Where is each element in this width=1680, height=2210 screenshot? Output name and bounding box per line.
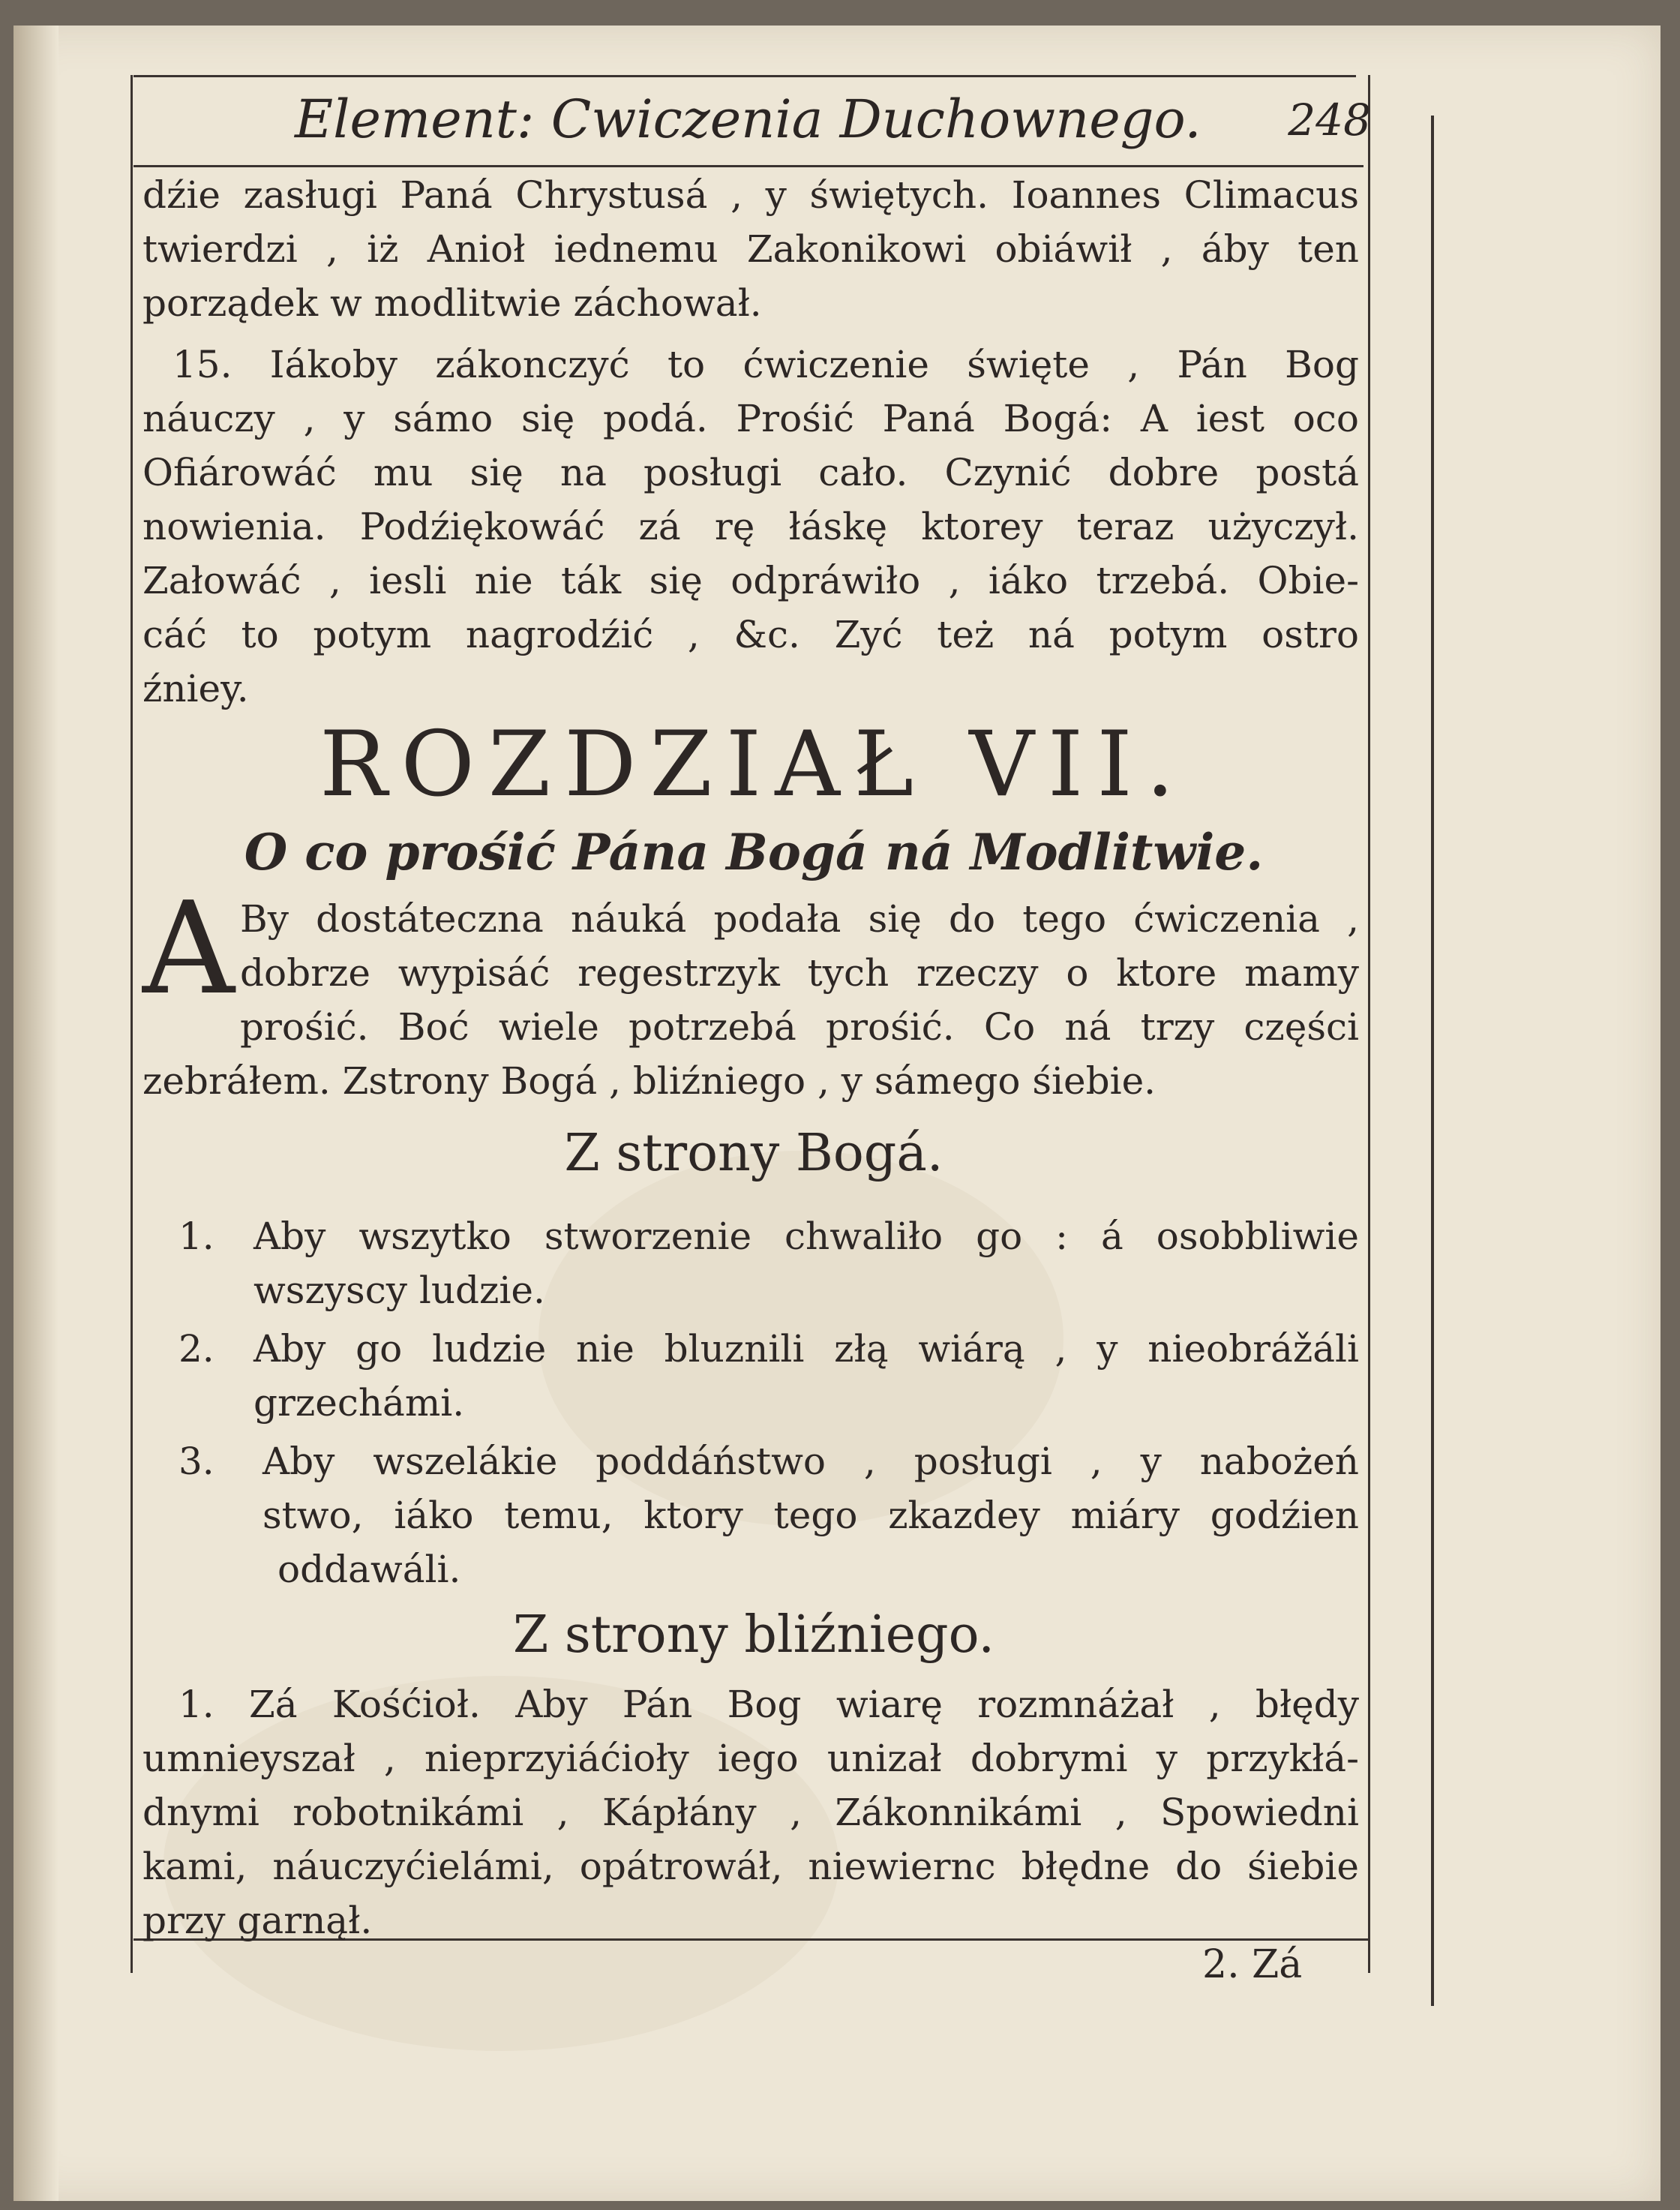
- book-page: [14, 26, 1660, 2201]
- running-head-title: Element: Cwiczenia Duchownego.: [295, 89, 1202, 150]
- chapter-heading: ROZDZIAŁ VII.: [320, 713, 1188, 817]
- text-line: prośić. Boć wiele potrzebá prośić. Co ná trzy części: [240, 1005, 1359, 1049]
- header-rule: [134, 165, 1364, 167]
- text-line: źniey.: [142, 667, 249, 710]
- section-heading-god: Z strony Bogá.: [564, 1124, 944, 1183]
- frame-left-rule: [130, 75, 133, 1973]
- list-item-line: Aby go ludzie nie bluznili złą wiárą , y nieobrážáli: [254, 1327, 1359, 1371]
- text-line: Ofiárowáć mu się na posługi cało. Czynić dobre postá: [142, 451, 1359, 494]
- text-line: zebráłem. Zstrony Bogá , bliźniego , y sámego śiebie.: [142, 1059, 1156, 1103]
- list-item-line: stwo, iáko temu, ktory tego zkazdey miáry godźien: [262, 1494, 1359, 1537]
- catchword: 2. Zá: [1202, 1942, 1303, 1987]
- list-item-line: wszyscy ludzie.: [254, 1269, 545, 1312]
- text-line: nowienia. Podźiękowáć zá rę łáskę ktorey teraz użyczył.: [142, 505, 1359, 548]
- text-line: Załowáć , iesli nie ták się odpráwiło , iáko trzebá. Obie-: [142, 559, 1359, 602]
- text-line: porządek w modlitwie záchował.: [142, 281, 762, 325]
- text-line: dobrze wypisáć regestrzyk tych rzeczy o ktore mamy: [240, 951, 1359, 995]
- text-line: 1. Zá Kośćioł. Aby Pán Bog wiarę rozmnáżał , błędy: [178, 1683, 1359, 1726]
- list-item-number: 1.: [178, 1215, 214, 1258]
- list-item-number: 3.: [178, 1440, 214, 1483]
- text-line: cáć to potym nagrodźić , &c. Zyć też ná potym ostro: [142, 613, 1359, 656]
- text-line: twierdzi , iż Anioł iednemu Zakonikowi obiáwił , áby ten: [142, 227, 1359, 271]
- text-line: przy garnął.: [142, 1899, 373, 1942]
- text-line: 15. Iákoby zákonczyć to ćwiczenie święte , Pán Bog: [172, 343, 1359, 386]
- text-line: kami, náuczyćielámi, opátrowáł, niewiernc błędne do śiebie: [142, 1845, 1359, 1888]
- text-line: umnieyszał , nieprzyiáćioły iego unizał dobrymi y przykłá-: [142, 1737, 1359, 1780]
- text-line: By dostáteczna náuká podała się do tego ćwiczenia ,: [240, 897, 1359, 941]
- list-item-number: 2.: [178, 1327, 214, 1371]
- book-gutter: [14, 26, 58, 2201]
- text-line: dźie zasługi Paná Chrystusá , y świętych. Ioannes Climacus: [142, 173, 1359, 217]
- drop-cap: A: [142, 875, 235, 1023]
- frame-top-rule: [134, 75, 1356, 77]
- chapter-subtitle: O co prośić Pána Bogá ná Modlitwie.: [244, 823, 1264, 881]
- frame-right-rule: [1368, 75, 1370, 1973]
- text-line: dnymi robotnikámi , Kápłány , Zákonnikámi , Spowiedni: [142, 1791, 1359, 1834]
- section-heading-neighbor: Z strony bliźniego.: [513, 1605, 994, 1665]
- list-item-line: grzechámi.: [254, 1381, 465, 1425]
- list-item-line: oddawáli.: [278, 1548, 461, 1591]
- page-number: 248: [1288, 95, 1371, 146]
- running-head: [134, 89, 1378, 164]
- list-item-line: Aby wszelákie poddáństwo , posługi , y nabożeń: [262, 1440, 1359, 1483]
- outer-margin-rule: [1431, 116, 1434, 2006]
- list-item-line: Aby wszytko stworzenie chwaliło go : á osobbliwie: [254, 1215, 1359, 1258]
- text-line: náuczy , y sámo się podá. Prośić Paná Bogá: A iest oco: [142, 397, 1359, 440]
